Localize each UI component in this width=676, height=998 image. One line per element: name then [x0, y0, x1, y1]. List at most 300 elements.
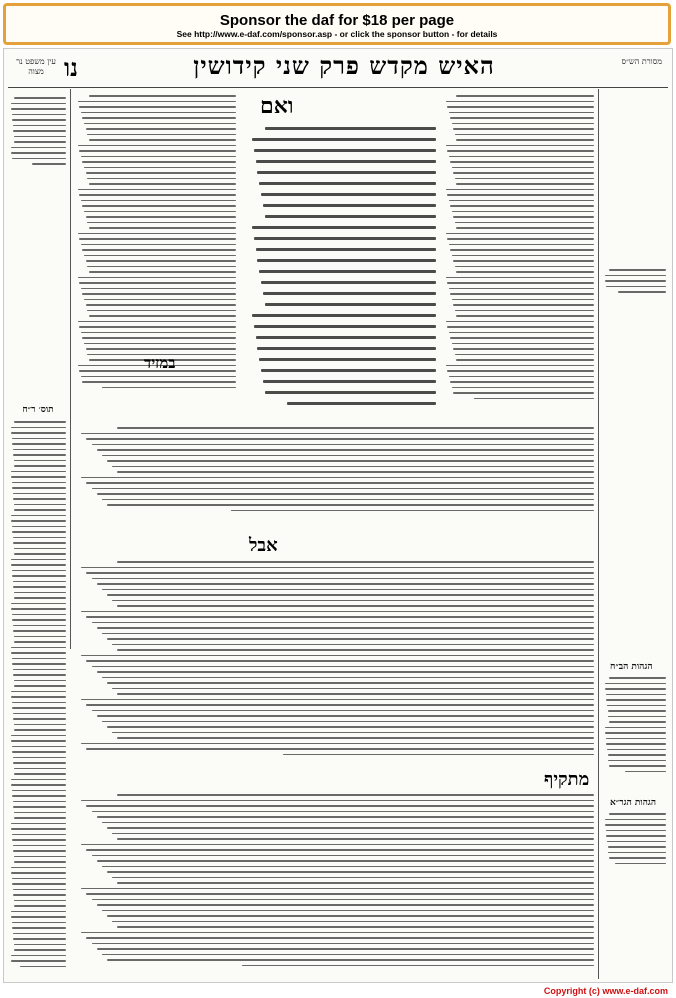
- text-line: [455, 266, 595, 268]
- text-line: [86, 348, 236, 350]
- text-line: [81, 611, 594, 613]
- copyright-footer: Copyright (c) www.e-daf.com: [543, 986, 668, 996]
- text-line: [82, 161, 236, 163]
- text-line: [14, 905, 66, 907]
- text-line: [97, 583, 594, 585]
- text-line: [78, 233, 236, 235]
- text-line: [606, 835, 666, 837]
- text-line: [608, 760, 666, 762]
- text-line: [112, 466, 594, 468]
- text-line: [107, 871, 594, 873]
- text-line: [79, 282, 236, 284]
- text-line: [615, 863, 666, 865]
- text-line: [450, 161, 594, 163]
- text-line: [259, 358, 436, 361]
- text-line: [607, 841, 666, 843]
- mishnah-word: אבל: [249, 535, 278, 556]
- text-line: [447, 106, 594, 108]
- text-line: [605, 280, 666, 282]
- text-line: [107, 594, 594, 596]
- text-line: [81, 244, 236, 246]
- text-line: [117, 794, 594, 796]
- text-line: [12, 114, 66, 116]
- text-line: [82, 381, 236, 383]
- text-line: [11, 520, 66, 522]
- text-line: [450, 249, 594, 251]
- text-line: [14, 136, 66, 138]
- text-line: [608, 846, 666, 848]
- text-line: [608, 852, 666, 854]
- text-line: [261, 281, 436, 284]
- text-line: [97, 493, 594, 495]
- text-line: [14, 685, 66, 687]
- text-line: [14, 509, 66, 511]
- text-line: [605, 727, 666, 729]
- text-line: [92, 943, 594, 945]
- text-line: [456, 315, 594, 317]
- text-line: [606, 738, 666, 740]
- text-line: [87, 266, 236, 268]
- masoret-label: מסורת הש״ס: [621, 57, 662, 66]
- text-line: [86, 216, 236, 218]
- text-line: [117, 926, 594, 928]
- text-line: [14, 817, 66, 819]
- text-line: [79, 106, 236, 108]
- text-line: [102, 822, 594, 824]
- text-line: [14, 856, 66, 858]
- text-line: [13, 669, 66, 671]
- text-line: [254, 325, 436, 328]
- text-line: [12, 482, 66, 484]
- text-line: [625, 771, 666, 773]
- text-line: [607, 749, 666, 751]
- text-line: [117, 882, 594, 884]
- gemara-main-text: [250, 127, 436, 417]
- text-line: [112, 600, 594, 602]
- text-line: [455, 222, 595, 224]
- text-line: [453, 128, 594, 130]
- text-line: [231, 510, 594, 512]
- text-line: [97, 715, 594, 717]
- text-line: [256, 160, 436, 163]
- text-line: [14, 592, 66, 594]
- commentary-band-1: [76, 427, 594, 517]
- text-line: [92, 899, 594, 901]
- text-line: [11, 652, 66, 654]
- text-line: [252, 138, 436, 141]
- text-line: [14, 460, 66, 462]
- text-line: [606, 286, 666, 288]
- text-line: [81, 567, 594, 569]
- text-line: [86, 128, 236, 130]
- text-line: [13, 581, 66, 583]
- text-line: [12, 790, 66, 792]
- text-line: [12, 702, 66, 704]
- text-line: [11, 696, 66, 698]
- text-line: [12, 883, 66, 885]
- text-line: [450, 117, 594, 119]
- ein-mishpat-notes: [10, 97, 66, 169]
- text-line: [11, 432, 66, 434]
- text-line: [606, 830, 666, 832]
- text-line: [81, 288, 236, 290]
- text-line: [452, 299, 595, 301]
- text-line: [446, 101, 595, 103]
- text-line: [11, 647, 66, 649]
- text-line: [14, 141, 66, 143]
- right-margin-divider: [598, 89, 599, 979]
- text-line: [446, 321, 595, 323]
- text-line: [609, 813, 666, 815]
- tosafot-word: מתקיף: [544, 769, 590, 790]
- text-line: [11, 476, 66, 478]
- text-line: [605, 275, 666, 277]
- text-line: [92, 488, 594, 490]
- text-line: [84, 211, 236, 213]
- text-line: [453, 216, 594, 218]
- text-line: [92, 666, 594, 668]
- text-line: [13, 625, 66, 627]
- text-line: [452, 211, 595, 213]
- text-line: [474, 398, 594, 400]
- text-line: [117, 838, 594, 840]
- text-line: [605, 732, 666, 734]
- text-line: [13, 630, 66, 632]
- text-line: [606, 699, 666, 701]
- text-line: [456, 271, 594, 273]
- text-line: [82, 337, 236, 339]
- text-line: [89, 139, 236, 141]
- text-line: [86, 893, 594, 895]
- text-line: [117, 605, 594, 607]
- text-line: [263, 380, 436, 383]
- text-line: [86, 172, 236, 174]
- text-line: [11, 147, 66, 149]
- text-line: [11, 828, 66, 830]
- text-line: [78, 101, 236, 103]
- text-line: [259, 270, 436, 273]
- text-line: [79, 194, 236, 196]
- text-line: [78, 321, 236, 323]
- text-line: [102, 954, 594, 956]
- text-line: [11, 784, 66, 786]
- text-line: [107, 682, 594, 684]
- text-line: [11, 916, 66, 918]
- text-line: [609, 677, 666, 679]
- text-line: [455, 310, 595, 312]
- text-line: [456, 227, 594, 229]
- text-line: [283, 754, 594, 756]
- text-line: [12, 619, 66, 621]
- text-line: [11, 872, 66, 874]
- text-line: [81, 932, 594, 934]
- gemara-opening-word: ואם: [260, 93, 294, 119]
- text-line: [20, 966, 66, 968]
- text-line: [605, 824, 666, 826]
- text-line: [449, 200, 595, 202]
- text-line: [14, 465, 66, 467]
- text-line: [608, 716, 666, 718]
- text-line: [609, 721, 666, 723]
- text-line: [92, 710, 594, 712]
- text-line: [14, 636, 66, 638]
- text-line: [81, 844, 594, 846]
- text-line: [14, 504, 66, 506]
- text-line: [12, 746, 66, 748]
- text-line: [86, 660, 594, 662]
- text-line: [11, 603, 66, 605]
- text-line: [97, 904, 594, 906]
- text-line: [14, 900, 66, 902]
- text-line: [12, 575, 66, 577]
- text-line: [12, 531, 66, 533]
- text-line: [102, 866, 594, 868]
- text-line: [265, 303, 436, 306]
- text-line: [13, 938, 66, 940]
- header-divider: [8, 87, 668, 88]
- text-line: [13, 586, 66, 588]
- text-line: [13, 674, 66, 676]
- text-line: [84, 343, 236, 345]
- text-line: [84, 167, 236, 169]
- text-line: [13, 894, 66, 896]
- text-line: [13, 806, 66, 808]
- text-line: [14, 944, 66, 946]
- text-line: [263, 292, 436, 295]
- text-line: [86, 748, 594, 750]
- hagahot-bach-label: הגהות הב״ח: [610, 662, 653, 672]
- text-line: [446, 365, 595, 367]
- text-line: [78, 145, 236, 147]
- text-line: [453, 348, 594, 350]
- page-number: נו: [64, 53, 78, 82]
- text-line: [79, 150, 236, 152]
- text-line: [11, 867, 66, 869]
- text-line: [261, 369, 436, 372]
- text-line: [265, 215, 436, 218]
- text-line: [107, 959, 594, 961]
- text-line: [13, 713, 66, 715]
- commentary-band-2: [76, 561, 594, 761]
- text-line: [82, 293, 236, 295]
- text-line: [89, 271, 236, 273]
- text-line: [97, 860, 594, 862]
- text-line: [608, 754, 666, 756]
- text-line: [78, 277, 236, 279]
- text-line: [11, 911, 66, 913]
- text-line: [89, 95, 236, 97]
- text-line: [12, 526, 66, 528]
- talmud-page: [3, 48, 673, 983]
- text-line: [12, 158, 66, 160]
- text-line: [452, 387, 595, 389]
- text-line: [609, 765, 666, 767]
- text-line: [107, 726, 594, 728]
- text-line: [13, 801, 66, 803]
- text-line: [447, 326, 594, 328]
- text-line: [81, 655, 594, 657]
- text-line: [446, 277, 595, 279]
- text-line: [102, 455, 594, 457]
- text-line: [92, 622, 594, 624]
- text-line: [12, 443, 66, 445]
- text-line: [11, 471, 66, 473]
- text-line: [82, 205, 236, 207]
- text-line: [79, 326, 236, 328]
- text-line: [86, 482, 594, 484]
- text-line: [89, 227, 236, 229]
- hagahot-gra-text: [604, 813, 666, 873]
- text-line: [447, 370, 594, 372]
- text-line: [84, 255, 236, 257]
- text-line: [84, 123, 236, 125]
- text-line: [117, 561, 594, 563]
- text-line: [12, 570, 66, 572]
- text-line: [455, 178, 595, 180]
- text-line: [86, 616, 594, 618]
- text-line: [11, 691, 66, 693]
- text-line: [14, 812, 66, 814]
- text-line: [13, 757, 66, 759]
- text-line: [14, 597, 66, 599]
- text-line: [242, 965, 594, 967]
- text-line: [605, 688, 666, 690]
- sponsor-title[interactable]: Sponsor the daf for $18 per page: [219, 12, 455, 29]
- text-line: [256, 248, 436, 251]
- text-line: [11, 955, 66, 957]
- text-line: [287, 402, 436, 405]
- masoret-notes: [604, 269, 666, 299]
- text-line: [14, 729, 66, 731]
- text-line: [112, 644, 594, 646]
- text-line: [81, 699, 594, 701]
- text-line: [87, 178, 236, 180]
- text-line: [13, 889, 66, 891]
- text-line: [256, 336, 436, 339]
- text-line: [11, 559, 66, 561]
- text-line: [107, 827, 594, 829]
- text-line: [112, 921, 594, 923]
- text-line: [86, 805, 594, 807]
- text-line: [11, 103, 66, 105]
- text-line: [13, 850, 66, 852]
- text-line: [606, 694, 666, 696]
- text-line: [11, 608, 66, 610]
- text-line: [82, 117, 236, 119]
- text-line: [254, 149, 436, 152]
- text-line: [12, 119, 66, 121]
- text-line: [265, 391, 436, 394]
- text-line: [13, 542, 66, 544]
- rashi-column-top: [444, 95, 594, 405]
- text-line: [449, 376, 595, 378]
- text-line: [446, 145, 595, 147]
- text-line: [606, 743, 666, 745]
- text-line: [452, 343, 595, 345]
- text-line: [81, 112, 236, 114]
- text-line: [257, 347, 436, 350]
- text-line: [13, 845, 66, 847]
- text-line: [102, 589, 594, 591]
- hagahot-gra-label: הגהות הגר״א: [610, 798, 657, 808]
- page-title: האיש מקדש פרק שני קידושין: [193, 51, 495, 80]
- text-line: [12, 438, 66, 440]
- text-line: [14, 641, 66, 643]
- text-line: [452, 167, 595, 169]
- text-line: [89, 183, 236, 185]
- text-line: [449, 288, 595, 290]
- text-line: [14, 553, 66, 555]
- text-line: [14, 724, 66, 726]
- text-line: [117, 427, 594, 429]
- text-line: [12, 707, 66, 709]
- text-line: [11, 823, 66, 825]
- tosafot-rid-label: תוס׳ ר״ח: [22, 405, 54, 415]
- text-line: [13, 493, 66, 495]
- text-line: [107, 504, 594, 506]
- text-line: [261, 193, 436, 196]
- text-line: [456, 95, 594, 97]
- text-line: [78, 189, 236, 191]
- text-line: [254, 237, 436, 240]
- text-line: [97, 627, 594, 629]
- text-line: [79, 238, 236, 240]
- text-line: [447, 194, 594, 196]
- text-line: [263, 204, 436, 207]
- text-line: [92, 578, 594, 580]
- text-line: [447, 282, 594, 284]
- page-header: [4, 49, 672, 95]
- text-line: [89, 315, 236, 317]
- text-line: [450, 381, 594, 383]
- text-line: [14, 949, 66, 951]
- text-line: [97, 671, 594, 673]
- text-line: [618, 291, 666, 293]
- text-line: [11, 735, 66, 737]
- text-line: [32, 163, 66, 165]
- text-line: [107, 638, 594, 640]
- text-line: [452, 255, 595, 257]
- text-line: [102, 633, 594, 635]
- text-line: [11, 779, 66, 781]
- text-line: [84, 299, 236, 301]
- text-line: [252, 314, 436, 317]
- text-line: [449, 244, 595, 246]
- text-line: [86, 937, 594, 939]
- text-line: [81, 200, 236, 202]
- left-margin-divider: [70, 89, 71, 649]
- sponsor-subtitle[interactable]: See http://www.e-daf.com/sponsor.asp - or click the sponsor button - for details: [176, 29, 498, 39]
- text-line: [81, 156, 236, 158]
- sponsor-banner[interactable]: [3, 3, 671, 45]
- text-line: [11, 515, 66, 517]
- text-line: [456, 183, 594, 185]
- ein-mishpat-label: עין משפט נר מצוה: [16, 57, 56, 76]
- text-line: [112, 732, 594, 734]
- text-line: [13, 125, 66, 127]
- text-line: [92, 855, 594, 857]
- text-line: [97, 816, 594, 818]
- text-line: [605, 683, 666, 685]
- text-line: [81, 888, 594, 890]
- text-line: [13, 537, 66, 539]
- tosafot-column-top: [76, 95, 236, 395]
- gemara-section-word: במזיד: [144, 354, 176, 372]
- text-line: [12, 922, 66, 924]
- text-line: [13, 130, 66, 132]
- text-line: [456, 359, 594, 361]
- text-line: [11, 108, 66, 110]
